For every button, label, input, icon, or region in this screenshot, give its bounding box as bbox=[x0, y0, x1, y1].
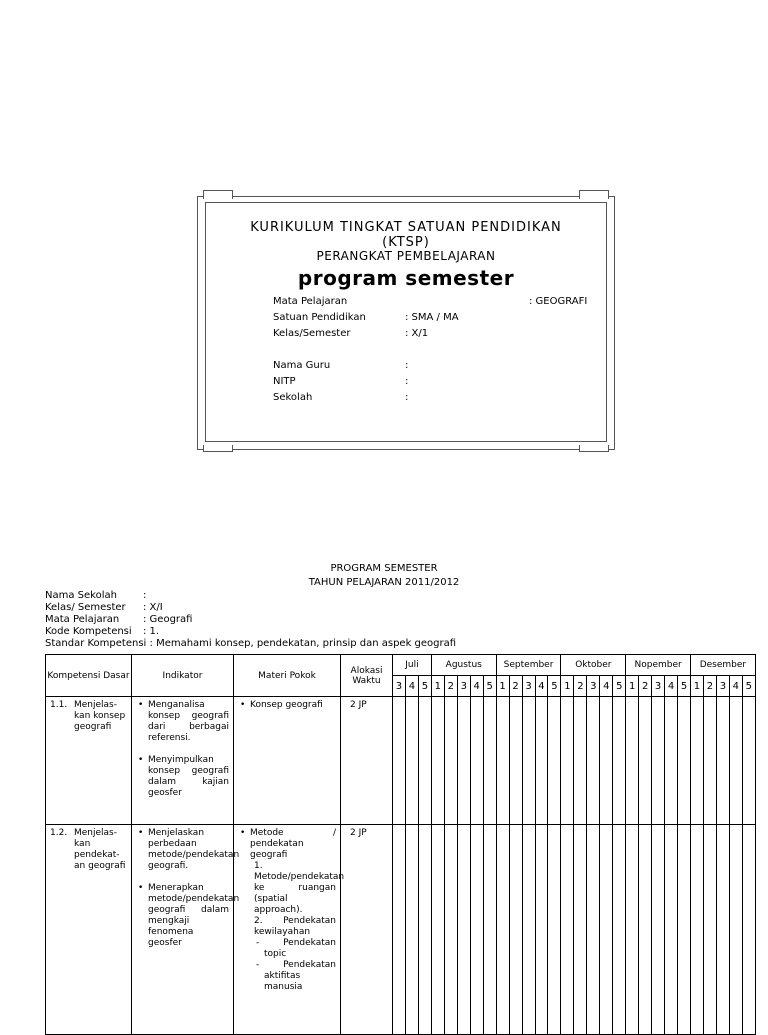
week-header: 1 bbox=[691, 676, 704, 697]
cover-corner-tab bbox=[203, 190, 233, 199]
week-cell bbox=[522, 697, 535, 825]
week-header: 3 bbox=[393, 676, 406, 697]
kd-text: Menjelas-kan pendekat-an geografi bbox=[74, 828, 126, 871]
week-cell bbox=[444, 697, 457, 825]
cover-label-nitp: NITP bbox=[273, 376, 296, 387]
week-header: 1 bbox=[626, 676, 639, 697]
header-kompetensi-dasar: Kompetensi Dasar bbox=[46, 655, 132, 697]
cover-label-nama-guru: Nama Guru bbox=[273, 360, 331, 371]
meta-value: Memahami konsep, pendekatan, prinsip dan aspek geografi bbox=[156, 638, 457, 649]
kd-cell bbox=[46, 697, 132, 825]
meta-value: : bbox=[143, 590, 147, 601]
week-cell bbox=[444, 825, 457, 1035]
indikator-item: • Menjelaskan perbedaan metode/pendekatan geografi. bbox=[148, 828, 229, 872]
week-cell bbox=[600, 697, 613, 825]
indikator-cell bbox=[132, 825, 240, 1035]
meta-value: : Geografi bbox=[143, 614, 193, 625]
week-cell bbox=[548, 697, 561, 825]
week-cell bbox=[496, 825, 509, 1035]
week-cell bbox=[418, 825, 431, 1035]
materi-cell bbox=[234, 697, 341, 825]
program-semester-heading bbox=[0, 562, 768, 590]
cover-value-kelas-semester: : X/1 bbox=[405, 328, 429, 339]
cover-label-sekolah: Sekolah bbox=[273, 392, 313, 403]
week-header: 4 bbox=[405, 676, 418, 697]
week-cell bbox=[405, 825, 418, 1035]
week-cell bbox=[729, 697, 742, 825]
meta-row bbox=[45, 590, 456, 602]
kd-number: 1.2. bbox=[50, 828, 68, 838]
meta-row bbox=[45, 626, 456, 638]
cover-corner-tab bbox=[579, 190, 609, 199]
week-cell bbox=[626, 697, 639, 825]
week-header: 1 bbox=[561, 676, 574, 697]
meta-row bbox=[45, 638, 456, 650]
heading-line-2: TAHUN PELAJARAN 2011/2012 bbox=[308, 577, 460, 588]
week-cell bbox=[639, 697, 652, 825]
kd-number: 1.1. bbox=[50, 700, 68, 710]
week-header: 2 bbox=[574, 676, 587, 697]
materi-dash-item: - Pendekatan aktifitas manusia bbox=[256, 960, 336, 992]
cover-label-kelas-semester: Kelas/Semester bbox=[273, 328, 351, 339]
week-cell bbox=[431, 697, 444, 825]
week-cell bbox=[742, 825, 755, 1035]
week-header: 5 bbox=[678, 676, 691, 697]
cover-title-perangkat: PERANGKAT PEMBELAJARAN bbox=[316, 249, 496, 263]
week-header: 2 bbox=[703, 676, 716, 697]
cover-box bbox=[197, 190, 615, 452]
week-cell bbox=[457, 825, 470, 1035]
cover-title-program-semester: program semester bbox=[297, 266, 515, 290]
alokasi-cell bbox=[341, 697, 393, 825]
header-materi-pokok: Materi Pokok bbox=[234, 655, 341, 697]
week-cell bbox=[613, 697, 626, 825]
week-cell bbox=[626, 825, 639, 1035]
week-header: 2 bbox=[639, 676, 652, 697]
meta-label: Standar Kompetensi : bbox=[45, 638, 153, 649]
week-header: 4 bbox=[665, 676, 678, 697]
heading-line-1: PROGRAM SEMESTER bbox=[330, 563, 438, 574]
materi-sub-item: 1. Metode/pendekatan ke ruangan (spatial approach). bbox=[254, 861, 345, 915]
week-cell bbox=[574, 825, 587, 1035]
meta-info bbox=[45, 590, 456, 650]
week-header: 3 bbox=[716, 676, 729, 697]
week-cell bbox=[665, 825, 678, 1035]
week-cell bbox=[652, 697, 665, 825]
kd-text: Menjelas-kan konsep geografi bbox=[74, 700, 126, 732]
month-header: Agustus bbox=[431, 655, 496, 676]
meta-value: : X/I bbox=[143, 602, 163, 613]
week-header: 3 bbox=[587, 676, 600, 697]
week-cell bbox=[678, 825, 691, 1035]
cover-title-ktsp: KURIKULUM TINGKAT SATUAN PENDIDIKAN (KTSP) bbox=[250, 220, 562, 250]
week-cell bbox=[548, 825, 561, 1035]
week-header: 2 bbox=[444, 676, 457, 697]
week-cell bbox=[418, 697, 431, 825]
cover-value-satuan-pendidikan: : SMA / MA bbox=[405, 312, 459, 323]
month-header: September bbox=[496, 655, 561, 676]
week-cell bbox=[665, 697, 678, 825]
cover-value-mata-pelajaran: : GEOGRAFI bbox=[529, 296, 588, 307]
week-cell bbox=[691, 825, 704, 1035]
week-header: 5 bbox=[742, 676, 755, 697]
week-cell bbox=[457, 697, 470, 825]
cover-value-nama-guru: : bbox=[405, 360, 409, 371]
meta-label: Kelas/ Semester bbox=[45, 602, 126, 613]
week-cell bbox=[431, 825, 444, 1035]
week-cell bbox=[522, 825, 535, 1035]
week-cell bbox=[535, 825, 548, 1035]
week-cell bbox=[393, 825, 406, 1035]
week-cell bbox=[561, 697, 574, 825]
week-cell bbox=[393, 697, 406, 825]
cover-corner-tab bbox=[579, 445, 609, 452]
week-cell bbox=[716, 697, 729, 825]
week-cell bbox=[703, 697, 716, 825]
month-header: Oktober bbox=[561, 655, 626, 676]
week-cell bbox=[574, 697, 587, 825]
week-header: 4 bbox=[600, 676, 613, 697]
meta-label: Nama Sekolah bbox=[45, 590, 117, 601]
week-cell bbox=[587, 825, 600, 1035]
schedule-table bbox=[45, 654, 756, 1035]
week-header: 5 bbox=[548, 676, 561, 697]
week-cell bbox=[716, 825, 729, 1035]
cover-label-mata-pelajaran: Mata Pelajaran bbox=[273, 296, 348, 307]
week-cell bbox=[587, 697, 600, 825]
month-header: Desember bbox=[691, 655, 756, 676]
table-row bbox=[46, 825, 756, 1035]
week-cell bbox=[561, 825, 574, 1035]
week-cell bbox=[535, 697, 548, 825]
week-header: 5 bbox=[483, 676, 496, 697]
week-header: 4 bbox=[535, 676, 548, 697]
meta-value: : 1. bbox=[143, 626, 160, 637]
cover-value-sekolah: : bbox=[405, 392, 409, 403]
alokasi-value: 2 JP bbox=[350, 828, 367, 838]
kd-cell bbox=[46, 825, 132, 1035]
week-cell bbox=[483, 825, 496, 1035]
materi-sub-item: 2. Pendekatan kewilayahan bbox=[254, 916, 336, 937]
week-cell bbox=[652, 825, 665, 1035]
materi-dash-item: - Pendekatan topic bbox=[256, 938, 336, 959]
week-header: 5 bbox=[613, 676, 626, 697]
week-cell bbox=[678, 697, 691, 825]
week-cell bbox=[742, 697, 755, 825]
week-cell bbox=[470, 697, 483, 825]
month-header: Juli bbox=[393, 655, 432, 676]
week-cell bbox=[470, 825, 483, 1035]
meta-row bbox=[45, 602, 456, 614]
header-indikator: Indikator bbox=[132, 655, 234, 697]
alokasi-cell bbox=[341, 825, 393, 1035]
meta-label: Mata Pelajaran bbox=[45, 614, 120, 625]
schedule-body bbox=[46, 697, 756, 1035]
week-header: 3 bbox=[522, 676, 535, 697]
week-header: 4 bbox=[729, 676, 742, 697]
week-cell bbox=[509, 825, 522, 1035]
week-header: 1 bbox=[431, 676, 444, 697]
materi-item bbox=[250, 828, 345, 993]
week-cell bbox=[613, 825, 626, 1035]
table-row bbox=[46, 697, 756, 825]
week-header: 3 bbox=[457, 676, 470, 697]
meta-row bbox=[45, 614, 456, 626]
week-cell bbox=[483, 697, 496, 825]
materi-item: • Konsep geografi bbox=[250, 700, 336, 711]
week-cell bbox=[639, 825, 652, 1035]
materi-head: • Metode / pendekatan geografi bbox=[250, 828, 336, 860]
cover-value-nitp: : bbox=[405, 376, 409, 387]
week-header: 5 bbox=[418, 676, 431, 697]
header-row-months bbox=[46, 655, 756, 676]
month-header: Nopember bbox=[626, 655, 691, 676]
week-header: 3 bbox=[652, 676, 665, 697]
materi-cell bbox=[234, 825, 345, 1035]
indikator-item: • Menganalisa konsep geografi dari berbagai referensi. bbox=[148, 700, 229, 744]
cover-corner-tab bbox=[203, 445, 233, 452]
week-cell bbox=[405, 697, 418, 825]
week-cell bbox=[691, 697, 704, 825]
week-header: 1 bbox=[496, 676, 509, 697]
indikator-cell bbox=[132, 697, 234, 825]
alokasi-value: 2 JP bbox=[350, 700, 367, 710]
indikator-item: • Menyimpulkan konsep geografi dalam kajian geosfer bbox=[148, 755, 229, 799]
header-alokasi-waktu: Alokasi Waktu bbox=[341, 655, 393, 697]
week-cell bbox=[509, 697, 522, 825]
indikator-item: • Menerapkan metode/pendekatan geografi dalam mengkaji fenomena geosfer bbox=[148, 883, 229, 949]
week-header: 4 bbox=[470, 676, 483, 697]
meta-label: Kode Kompetensi bbox=[45, 626, 132, 637]
week-header: 2 bbox=[509, 676, 522, 697]
cover-label-satuan-pendidikan: Satuan Pendidikan bbox=[273, 312, 366, 323]
week-cell bbox=[703, 825, 716, 1035]
week-cell bbox=[600, 825, 613, 1035]
week-cell bbox=[496, 697, 509, 825]
week-cell bbox=[729, 825, 742, 1035]
